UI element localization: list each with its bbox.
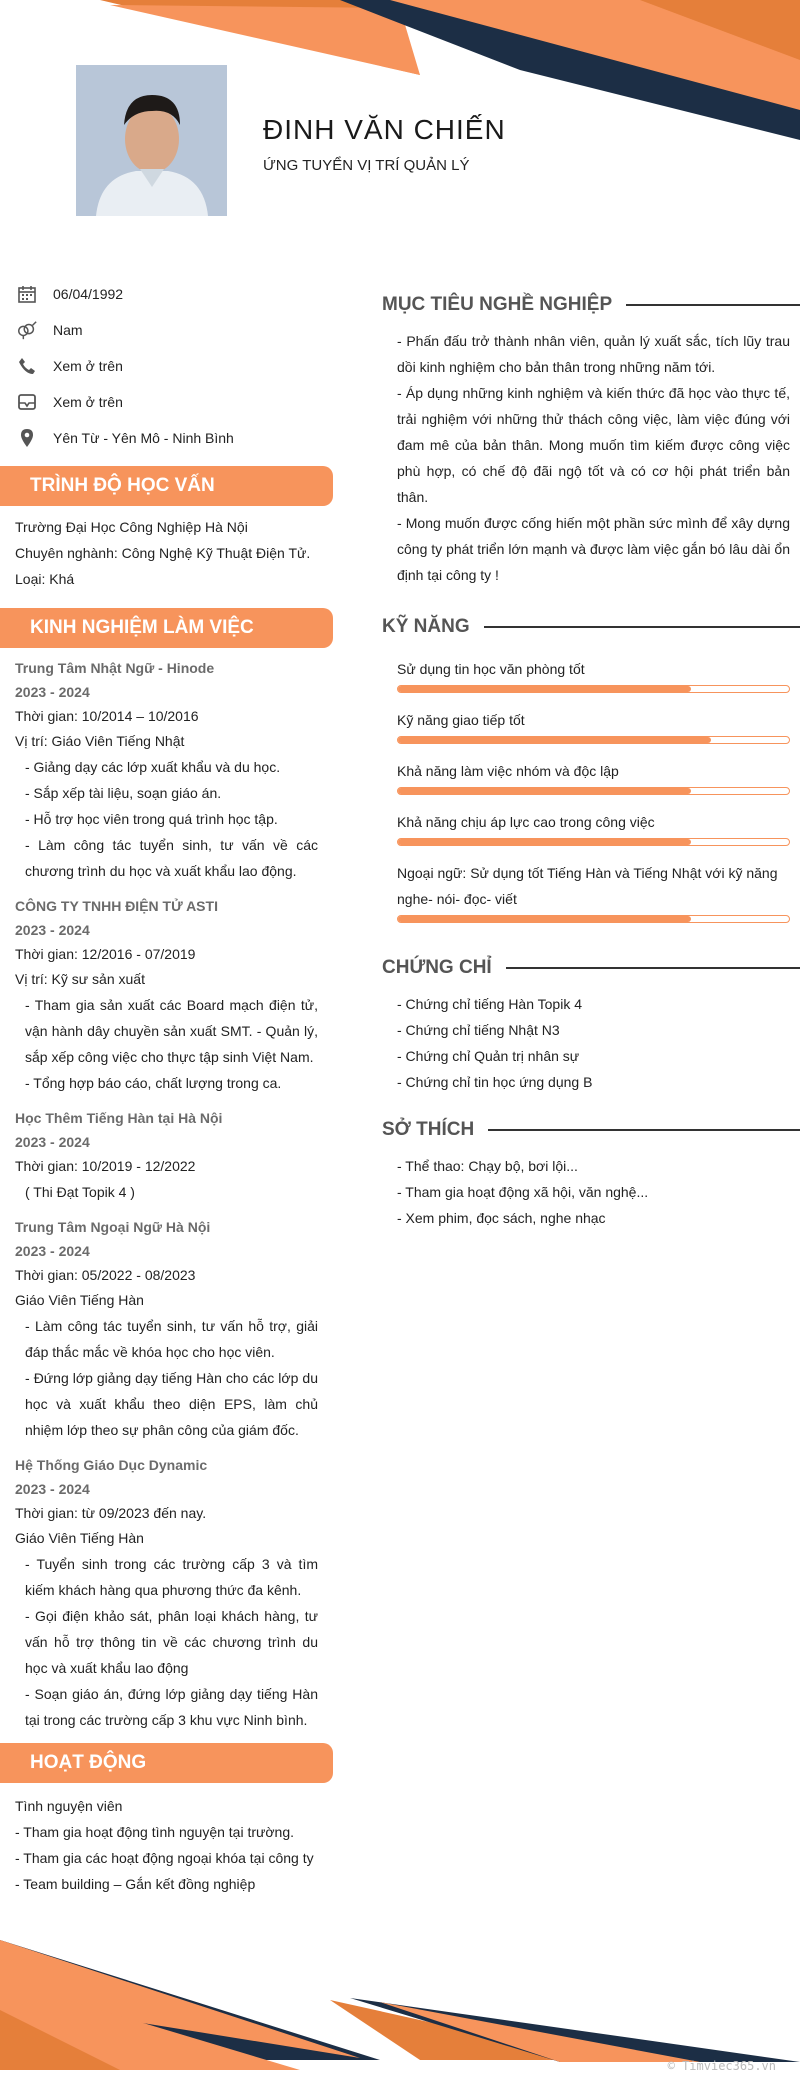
profile-photo	[76, 65, 227, 216]
education-section	[0, 506, 334, 598]
job-period: 2023 - 2024	[15, 1481, 90, 1497]
contact-phone-text: Xem ở trên	[53, 358, 123, 374]
left-column	[0, 276, 334, 1897]
activity-line: - Tham gia hoạt động tình nguyện tại trường.	[15, 1824, 295, 1840]
certificates-heading	[382, 953, 800, 983]
job-bullet: - Tuyển sinh trong các trường cấp 3 và tìm kiếm khách hàng qua phương thức đa kênh.	[25, 1556, 318, 1598]
job-bullet: - Soạn giáo án, đứng lớp giảng dạy tiếng Hàn tại trong các trường cấp 3 khu vực Ninh bình.	[25, 1686, 318, 1728]
applied-position: ỨNG TUYỂN VỊ TRÍ QUẢN LÝ	[263, 157, 470, 174]
certificates-title: CHỨNG CHỈ	[382, 957, 492, 978]
hobby-item: - Xem phim, đọc sách, nghe nhạc	[397, 1210, 606, 1226]
objective-heading	[382, 290, 800, 320]
job-line: Vị trí: Kỹ sư sản xuất	[15, 971, 145, 987]
skill-label: Kỹ năng giao tiếp tốt	[397, 712, 525, 728]
job-line: Thời gian: 10/2019 - 12/2022	[15, 1158, 196, 1174]
job-line: Giáo Viên Tiếng Hàn	[15, 1292, 144, 1308]
skill-bar-fill	[398, 788, 691, 794]
skill-label: Ngoại ngữ: Sử dụng tốt Tiếng Hàn và Tiếng Nhật với kỹ năng nghe- nói- đọc- viết	[397, 865, 778, 907]
skill-bar-fill	[398, 916, 691, 922]
hobbies-heading	[382, 1115, 800, 1145]
job-bullet: - Làm công tác tuyển sinh, tư vấn về các chương trình du học và xuất khẩu lao động.	[25, 837, 318, 879]
skill-bar-fill	[398, 686, 691, 692]
job-period: 2023 - 2024	[15, 1243, 90, 1259]
hobby-item: - Thể thao: Chạy bộ, bơi lội...	[397, 1158, 578, 1174]
job-bullet: - Tổng hợp báo cáo, chất lượng trong ca.	[25, 1075, 282, 1091]
contact-address-text: Yên Từ - Yên Mô - Ninh Bình	[53, 430, 234, 446]
skill-bar	[397, 915, 790, 923]
job-item	[0, 656, 334, 884]
calendar-icon	[16, 283, 38, 305]
job-period: 2023 - 2024	[15, 922, 90, 938]
person-photo-icon	[76, 65, 227, 216]
objective-paragraph: - Áp dụng những kinh nghiệm và kiến thức đã học vào thực tế, trải nghiệm với những thử thách công việc, làm việc đúng với đam mê của bản thân. Mong muốn tìm kiếm được công việc phù hợp, có chế độ đãi ngộ tốt và có cơ hội phát triển bản thân.	[397, 385, 790, 505]
job-line: Thời gian: 10/2014 – 10/2016	[15, 708, 199, 724]
job-item	[0, 1106, 334, 1205]
job-line: Thời gian: từ 09/2023 đến nay.	[15, 1505, 207, 1521]
job-bullet: ( Thi Đạt Topik 4 )	[25, 1184, 135, 1200]
activities-heading: HOẠT ĐỘNG	[0, 1743, 333, 1783]
heading-divider	[506, 967, 800, 969]
job-bullet: - Hỗ trợ học viên trong quá trình học tập.	[25, 811, 278, 827]
heading-divider	[626, 304, 800, 306]
job-period: 2023 - 2024	[15, 1134, 90, 1150]
skills-list	[382, 656, 800, 923]
job-period: 2023 - 2024	[15, 684, 90, 700]
certificate-item: - Chứng chỉ tiếng Nhật N3	[397, 1022, 560, 1038]
job-line: Thời gian: 05/2022 - 08/2023	[15, 1267, 196, 1283]
objective-paragraph: - Phấn đấu trở thành nhân viên, quản lý xuất sắc, tích lũy trau dồi kinh nghiệm cho bản thân trong những năm tới.	[397, 333, 790, 375]
gender-icon	[16, 319, 38, 341]
education-heading: TRÌNH ĐỘ HỌC VẤN	[0, 466, 333, 506]
job-item	[0, 1215, 334, 1443]
skill-bar	[397, 736, 790, 744]
job-company: Hệ Thống Giáo Dục Dynamic	[15, 1457, 208, 1473]
skill-bar	[397, 685, 790, 693]
hobby-item: - Tham gia hoạt động xã hội, văn nghệ...	[397, 1184, 649, 1200]
certificate-item: - Chứng chỉ tiếng Hàn Topik 4	[397, 996, 582, 1012]
skill-item	[382, 707, 800, 744]
location-icon	[16, 427, 38, 449]
experience-heading: KINH NGHIỆM LÀM VIỆC	[0, 608, 333, 648]
hobbies-title: SỞ THÍCH	[382, 1119, 475, 1140]
skill-bar-fill	[398, 737, 711, 743]
job-bullet: - Đứng lớp giảng dạy tiếng Hàn cho các lớp du học và xuất khẩu theo diện EPS, làm chủ nhiệm lớp theo sự phân công của giám đốc.	[25, 1370, 318, 1438]
job-bullet: - Gọi điện khảo sát, phân loại khách hàng, tư vấn hỗ trợ thông tin về các chương trình du học và xuất khẩu lao động	[25, 1608, 318, 1676]
certificate-item: - Chứng chỉ tin học ứng dụng B	[397, 1074, 593, 1090]
heading-divider	[488, 1129, 800, 1131]
activities-section	[0, 1783, 334, 1897]
skill-item	[382, 656, 800, 693]
job-item	[0, 894, 334, 1096]
job-company: Trung Tâm Nhật Ngữ - Hinode	[15, 660, 215, 676]
skills-heading	[382, 612, 800, 642]
contact-email-text: Xem ở trên	[53, 394, 123, 410]
certificate-item: - Chứng chỉ Quản trị nhân sự	[397, 1048, 580, 1064]
phone-icon	[16, 355, 38, 377]
job-company: Trung Tâm Ngoại Ngữ Hà Nội	[15, 1219, 211, 1235]
job-bullet: - Sắp xếp tài liệu, soạn giáo án.	[25, 785, 222, 801]
contact-address	[0, 420, 334, 456]
job-line: Giáo Viên Tiếng Hàn	[15, 1530, 144, 1546]
activity-line: - Tham gia các hoạt động ngoại khóa tại công ty	[15, 1850, 314, 1866]
contact-gender-text: Nam	[53, 322, 83, 338]
job-item	[0, 1453, 334, 1733]
contact-phone	[0, 348, 334, 384]
job-bullet: - Giảng dạy các lớp xuất khẩu và du học.	[25, 759, 281, 775]
education-school: Trường Đại Học Công Nghiệp Hà Nội	[15, 519, 248, 535]
contact-email	[0, 384, 334, 420]
email-icon	[16, 391, 38, 413]
education-grade: Loại: Khá	[15, 571, 75, 587]
skill-bar	[397, 838, 790, 846]
candidate-name: ĐINH VĂN CHIẾN	[263, 114, 506, 145]
skill-bar	[397, 787, 790, 795]
objective-paragraph: - Mong muốn được cống hiến một phần sức mình để xây dựng công ty phát triển lớn mạnh và được làm việc gắn bó lâu dài ổn định tại công ty !	[397, 515, 790, 583]
hobbies-list	[382, 1153, 800, 1231]
activity-line: Tình nguyện viên	[15, 1798, 123, 1814]
watermark: © Timviec365.vn	[667, 2059, 776, 2073]
skill-item	[382, 860, 800, 923]
objective-title: MỤC TIÊU NGHỀ NGHIỆP	[382, 294, 613, 315]
job-line: Thời gian: 12/2016 - 07/2019	[15, 946, 196, 962]
job-bullet: - Tham gia sản xuất các Board mạch điện tử, vận hành dây chuyền sản xuất SMT. - Quản lý, sắp xếp công việc cho thực tập sinh Việt Nam.	[25, 997, 318, 1065]
contact-birthday-text: 06/04/1992	[53, 286, 124, 302]
skills-title: KỸ NĂNG	[382, 616, 470, 637]
skill-item	[382, 809, 800, 846]
job-bullet: - Làm công tác tuyển sinh, tư vấn hỗ trợ, giải đáp thắc mắc về khóa học cho học viên.	[25, 1318, 318, 1360]
right-column	[382, 290, 800, 1231]
skill-item	[382, 758, 800, 795]
job-line: Vị trí: Giáo Viên Tiếng Nhật	[15, 733, 185, 749]
certificates-list	[382, 991, 800, 1095]
skill-label: Khả năng làm việc nhóm và độc lập	[397, 763, 619, 779]
heading-divider	[484, 626, 800, 628]
skill-label: Khả năng chịu áp lực cao trong công việc	[397, 814, 655, 830]
skill-bar-fill	[398, 839, 691, 845]
education-major: Chuyên nghành: Công Nghệ Kỹ Thuật Điện Tử.	[15, 545, 311, 561]
experience-list	[0, 648, 334, 1733]
job-company: Học Thêm Tiếng Hàn tại Hà Nội	[15, 1110, 223, 1126]
activity-line: - Team building – Gắn kết đồng nghiệp	[15, 1876, 256, 1892]
contact-birthday	[0, 276, 334, 312]
contact-gender	[0, 312, 334, 348]
job-company: CÔNG TY TNHH ĐIỆN TỬ ASTI	[15, 898, 218, 914]
skill-label: Sử dụng tin học văn phòng tốt	[397, 661, 585, 677]
